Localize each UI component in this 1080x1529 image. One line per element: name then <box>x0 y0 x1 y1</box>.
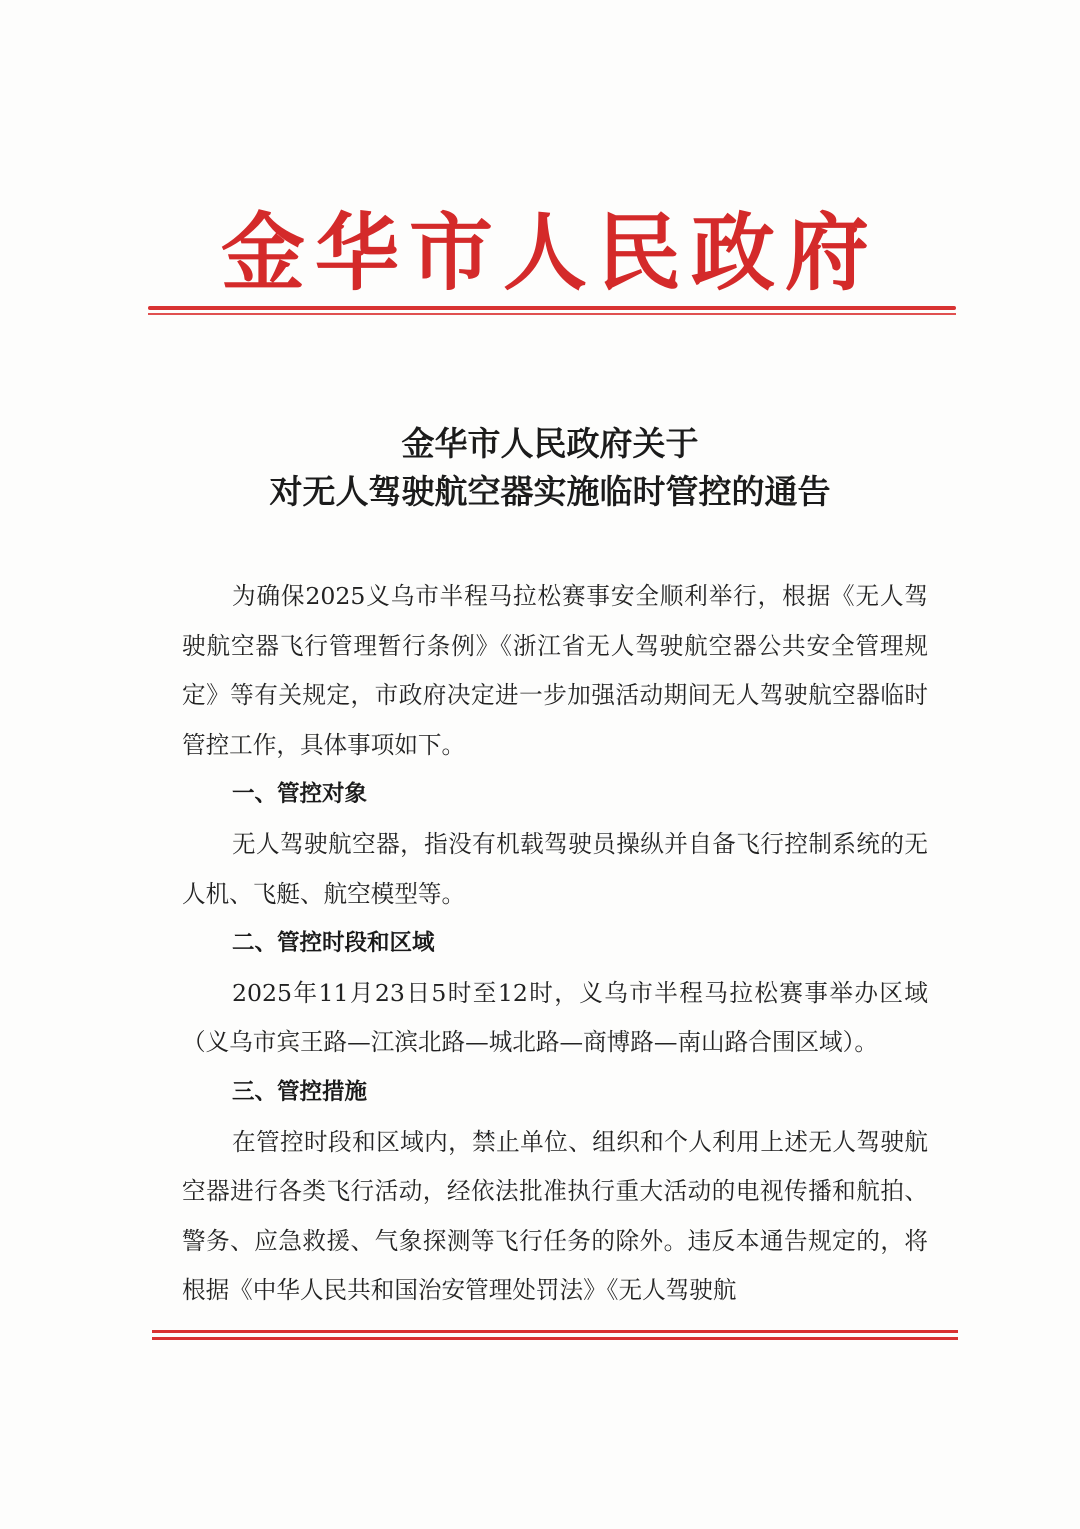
notice-title <box>150 420 950 516</box>
masthead-rule-thick <box>148 306 956 310</box>
footer-red-rule <box>152 1330 958 1340</box>
notice-title-line1: 金华市人民政府关于 <box>401 424 699 463</box>
masthead-rule-thin <box>148 313 956 315</box>
section-heading-measures: 三、管控措施 <box>232 1078 368 1105</box>
section-heading-control-object: 一、管控对象 <box>232 781 368 808</box>
section-text-measures: 在管控时段和区域内，禁止单位、组织和个人利用上述无人驾驶航空器进行各类飞行活动，经依法批准执行重大活动的电视传播和航拍、警务、应急救援、气象探测等飞行任务的除外。违反本通告规定的，将根据《中华人民共和国治安管理处罚法》《无人驾驶航 <box>182 1127 928 1305</box>
footer-rule-thin <box>152 1337 958 1340</box>
masthead-title: 金华市人民政府 <box>220 203 879 302</box>
section-text-time-area: 2025年11月23日5时至12时，义乌市半程马拉松赛事举办区域（义乌市宾王路—江滨北路—城北路—商博路—南山路合围区域）。 <box>182 978 928 1057</box>
section-text-control-object: 无人驾驶航空器，指没有机载驾驶员操纵并自备飞行控制系统的无人机、飞艇、航空模型等。 <box>182 829 928 908</box>
intro-paragraph: 为确保2025义乌市半程马拉松赛事安全顺利举行，根据《无人驾驶航空器飞行管理暂行条例》《浙江省无人驾驶航空器公共安全管理规定》等有关规定，市政府决定进一步加强活动期间无人驾驶航空器临时管控工作，具体事项如下。 <box>182 582 928 759</box>
footer-rule-thick <box>152 1330 958 1333</box>
notice-body <box>182 572 928 1316</box>
notice-title-line2: 对无人驾驶航空器实施临时管控的通告 <box>269 472 831 511</box>
section-heading-time-area: 二、管控时段和区域 <box>232 930 435 957</box>
